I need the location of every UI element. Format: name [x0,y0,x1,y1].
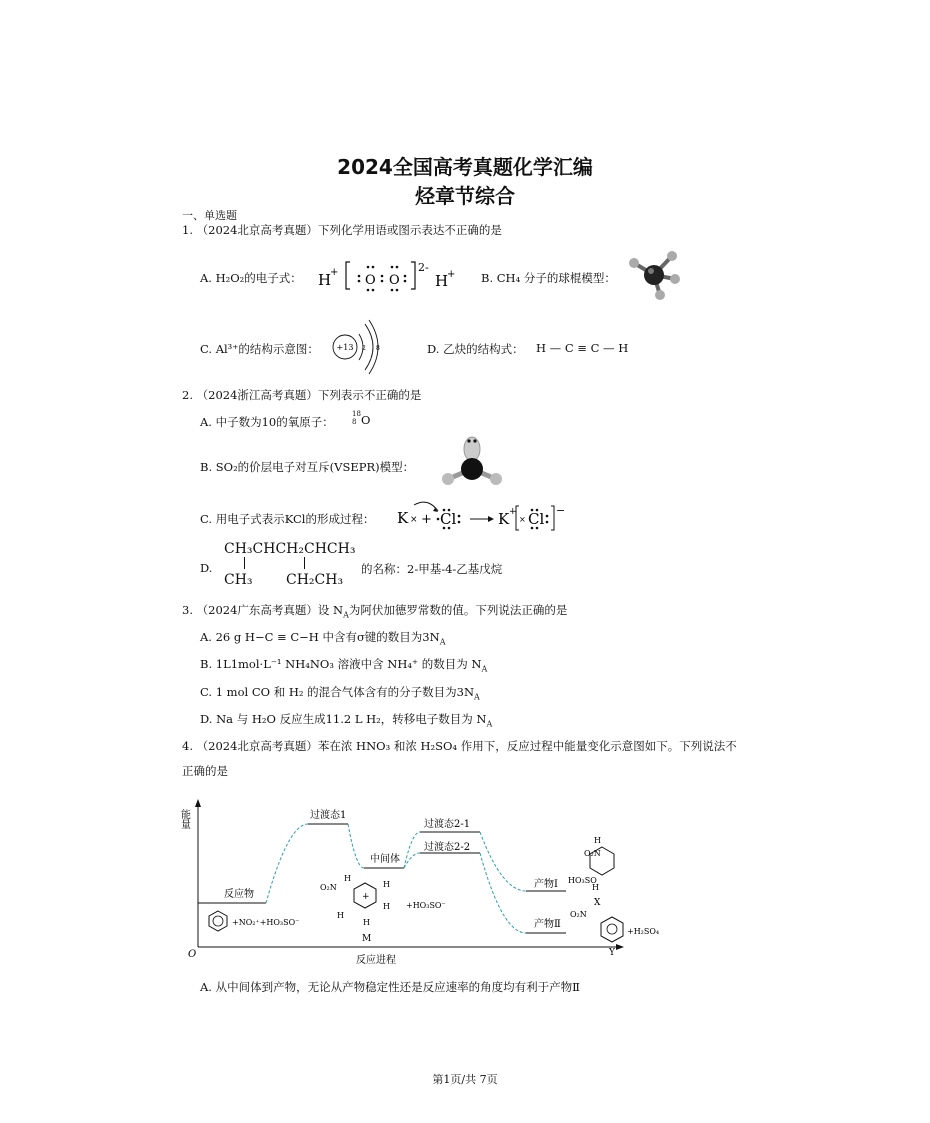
q2-option-a: A. 中子数为10的氧原子： [200,415,334,429]
o2-label: O [389,273,400,288]
x-h-bottom: H [592,883,599,892]
k-atom: K [397,509,409,527]
ch4-ball-stick-model [624,247,684,305]
m-h2-label: H [383,880,390,889]
m-h-label: H [344,874,351,883]
m-h4-label: H [337,911,344,920]
document-subtitle: 烃章节综合 [415,184,515,208]
h-right-sup: + [447,269,456,280]
al-ion-structure-diagram [330,318,386,376]
svg-text:×: × [519,515,526,524]
svg-text:+: + [362,892,370,902]
charge-label: 2- [418,261,429,274]
y-label: Y [609,948,615,958]
m-h3-label: H [383,902,390,911]
document-title: 2024全国高考真题化学汇编 [337,155,593,179]
so2-vsepr-model [436,433,510,493]
plus-sign: + [421,512,432,527]
svg-text:×: × [410,515,418,525]
shell2-label: 8 [376,345,380,352]
ts21-label: 过渡态2-1 [424,819,471,830]
m-plus-formula: +HO₃SO⁻ [406,901,446,910]
kcl-formation-process [392,499,574,533]
page-footer: 第1页/共 7页 [432,1073,498,1086]
q4-option-a: A. 从中间体到产物，无论从产物稳定性还是反应速率的角度均有利于产物Ⅱ [200,980,580,994]
question-4-stem-line1: 4. （2024北京高考真题）苯在浓 HNO₃ 和浓 H₂SO₄ 作用下，反应过程中能量变化示意图如下。下列说法不 [182,739,737,753]
branch-bond-1 [244,557,245,569]
q3-option-a: A. 26 g H−C ≡ C−H 中含有σ键的数目为$3N_A$ [200,630,446,647]
intermediate-label: 中间体 [370,854,400,865]
h-right-label: H [435,272,449,290]
energy-diagram [180,795,680,970]
h2o2-electron-formula [312,256,462,296]
h-left-sup: + [330,267,339,278]
acetylene-formula: H — C ≡ C — H [536,341,629,355]
m-label: M [362,934,372,944]
y-axis-label: 能量 [178,809,190,829]
origin-label: O [188,949,197,960]
ts1-label: 过渡态1 [310,810,347,821]
cl-ion-charge: − [556,504,566,517]
o1-label: O [365,273,376,288]
q1-option-b: B. CH₄ 分子的球棍模型： [481,271,616,285]
x-label: X [594,898,601,908]
k-ion: K [498,510,510,528]
h-left-label: H [318,271,332,289]
structure-name: 的名称：2-甲基-4-乙基戊烷 [361,562,503,576]
question-3-stem: 3. （2024广东高考真题）设 $N_A$为阿伏加德罗常数的值。下列说法正确的是 [182,603,568,620]
question-4-stem-line2: 正确的是 [182,764,228,778]
product1-label: 产物Ⅰ [534,879,558,890]
x-ho3so-label: HO₃SO [568,876,597,885]
q1-option-c: C. Al³⁺的结构示意图： [200,342,319,356]
question-1-stem: 1. （2024北京高考真题）下列化学用语或图示表达不正确的是 [182,223,502,237]
q2-option-d: D. [200,561,213,575]
q2-option-c: C. 用电子式表示KCl的形成过程： [200,512,375,526]
q1-option-d: D. 乙炔的结构式： [427,342,524,356]
m-no2-label: O₂N [320,883,337,892]
mass-number: 18 [352,410,361,418]
reactant-formula: +NO₂⁺+HO₃SO⁻ [232,918,300,927]
oxygen-symbol: O [361,413,371,427]
q3-option-d: D. Na 与 H₂O 反应生成11.2 L H₂，转移电子数目为 $N_A$ [200,712,493,729]
structure-branch-1: CH₃ [224,572,253,588]
x-axis-label: 反应进程 [356,955,396,966]
isotope-notation [352,410,361,426]
m-h5-label: H [363,918,370,927]
k-ion-charge: + [509,507,517,517]
branch-bond-2 [304,557,305,569]
product2-label: 产物Ⅱ [534,919,561,930]
nucleus-label: +13 [336,343,354,352]
y-no2-label: O₂N [570,910,587,919]
x-h-top: H [594,836,601,845]
q2-option-b: B. SO₂的价层电子对互斥(VSEPR)模型： [200,460,415,474]
q1-option-a: A. H₂O₂的电子式： [200,271,302,285]
x-no2-label: O₂N [584,849,601,858]
cl-atom: Cl [440,510,457,528]
structure-main-chain: CH₃CHCH₂CHCH₃ [224,541,356,557]
reactant-label: 反应物 [224,889,254,900]
atomic-number: 8 [352,418,357,426]
cl-ion: Cl [528,510,545,528]
ts22-label: 过渡态2-2 [424,842,471,853]
y-plus-formula: +H₂SO₄ [627,927,660,936]
q3-option-c: C. 1 mol CO 和 H₂ 的混合气体含有的分子数目为$3N_A$ [200,685,480,702]
section-heading: 一、单选题 [182,209,237,222]
q3-option-b: B. 1L1mol·L⁻¹ NH₄NO₃ 溶液中含 NH₄⁺ 的数目为 $N_A$ [200,657,488,674]
shell1-label: 2 [362,345,366,352]
question-2-stem: 2. （2024浙江高考真题）下列表示不正确的是 [182,388,422,402]
structure-branch-2: CH₂CH₃ [286,572,344,588]
